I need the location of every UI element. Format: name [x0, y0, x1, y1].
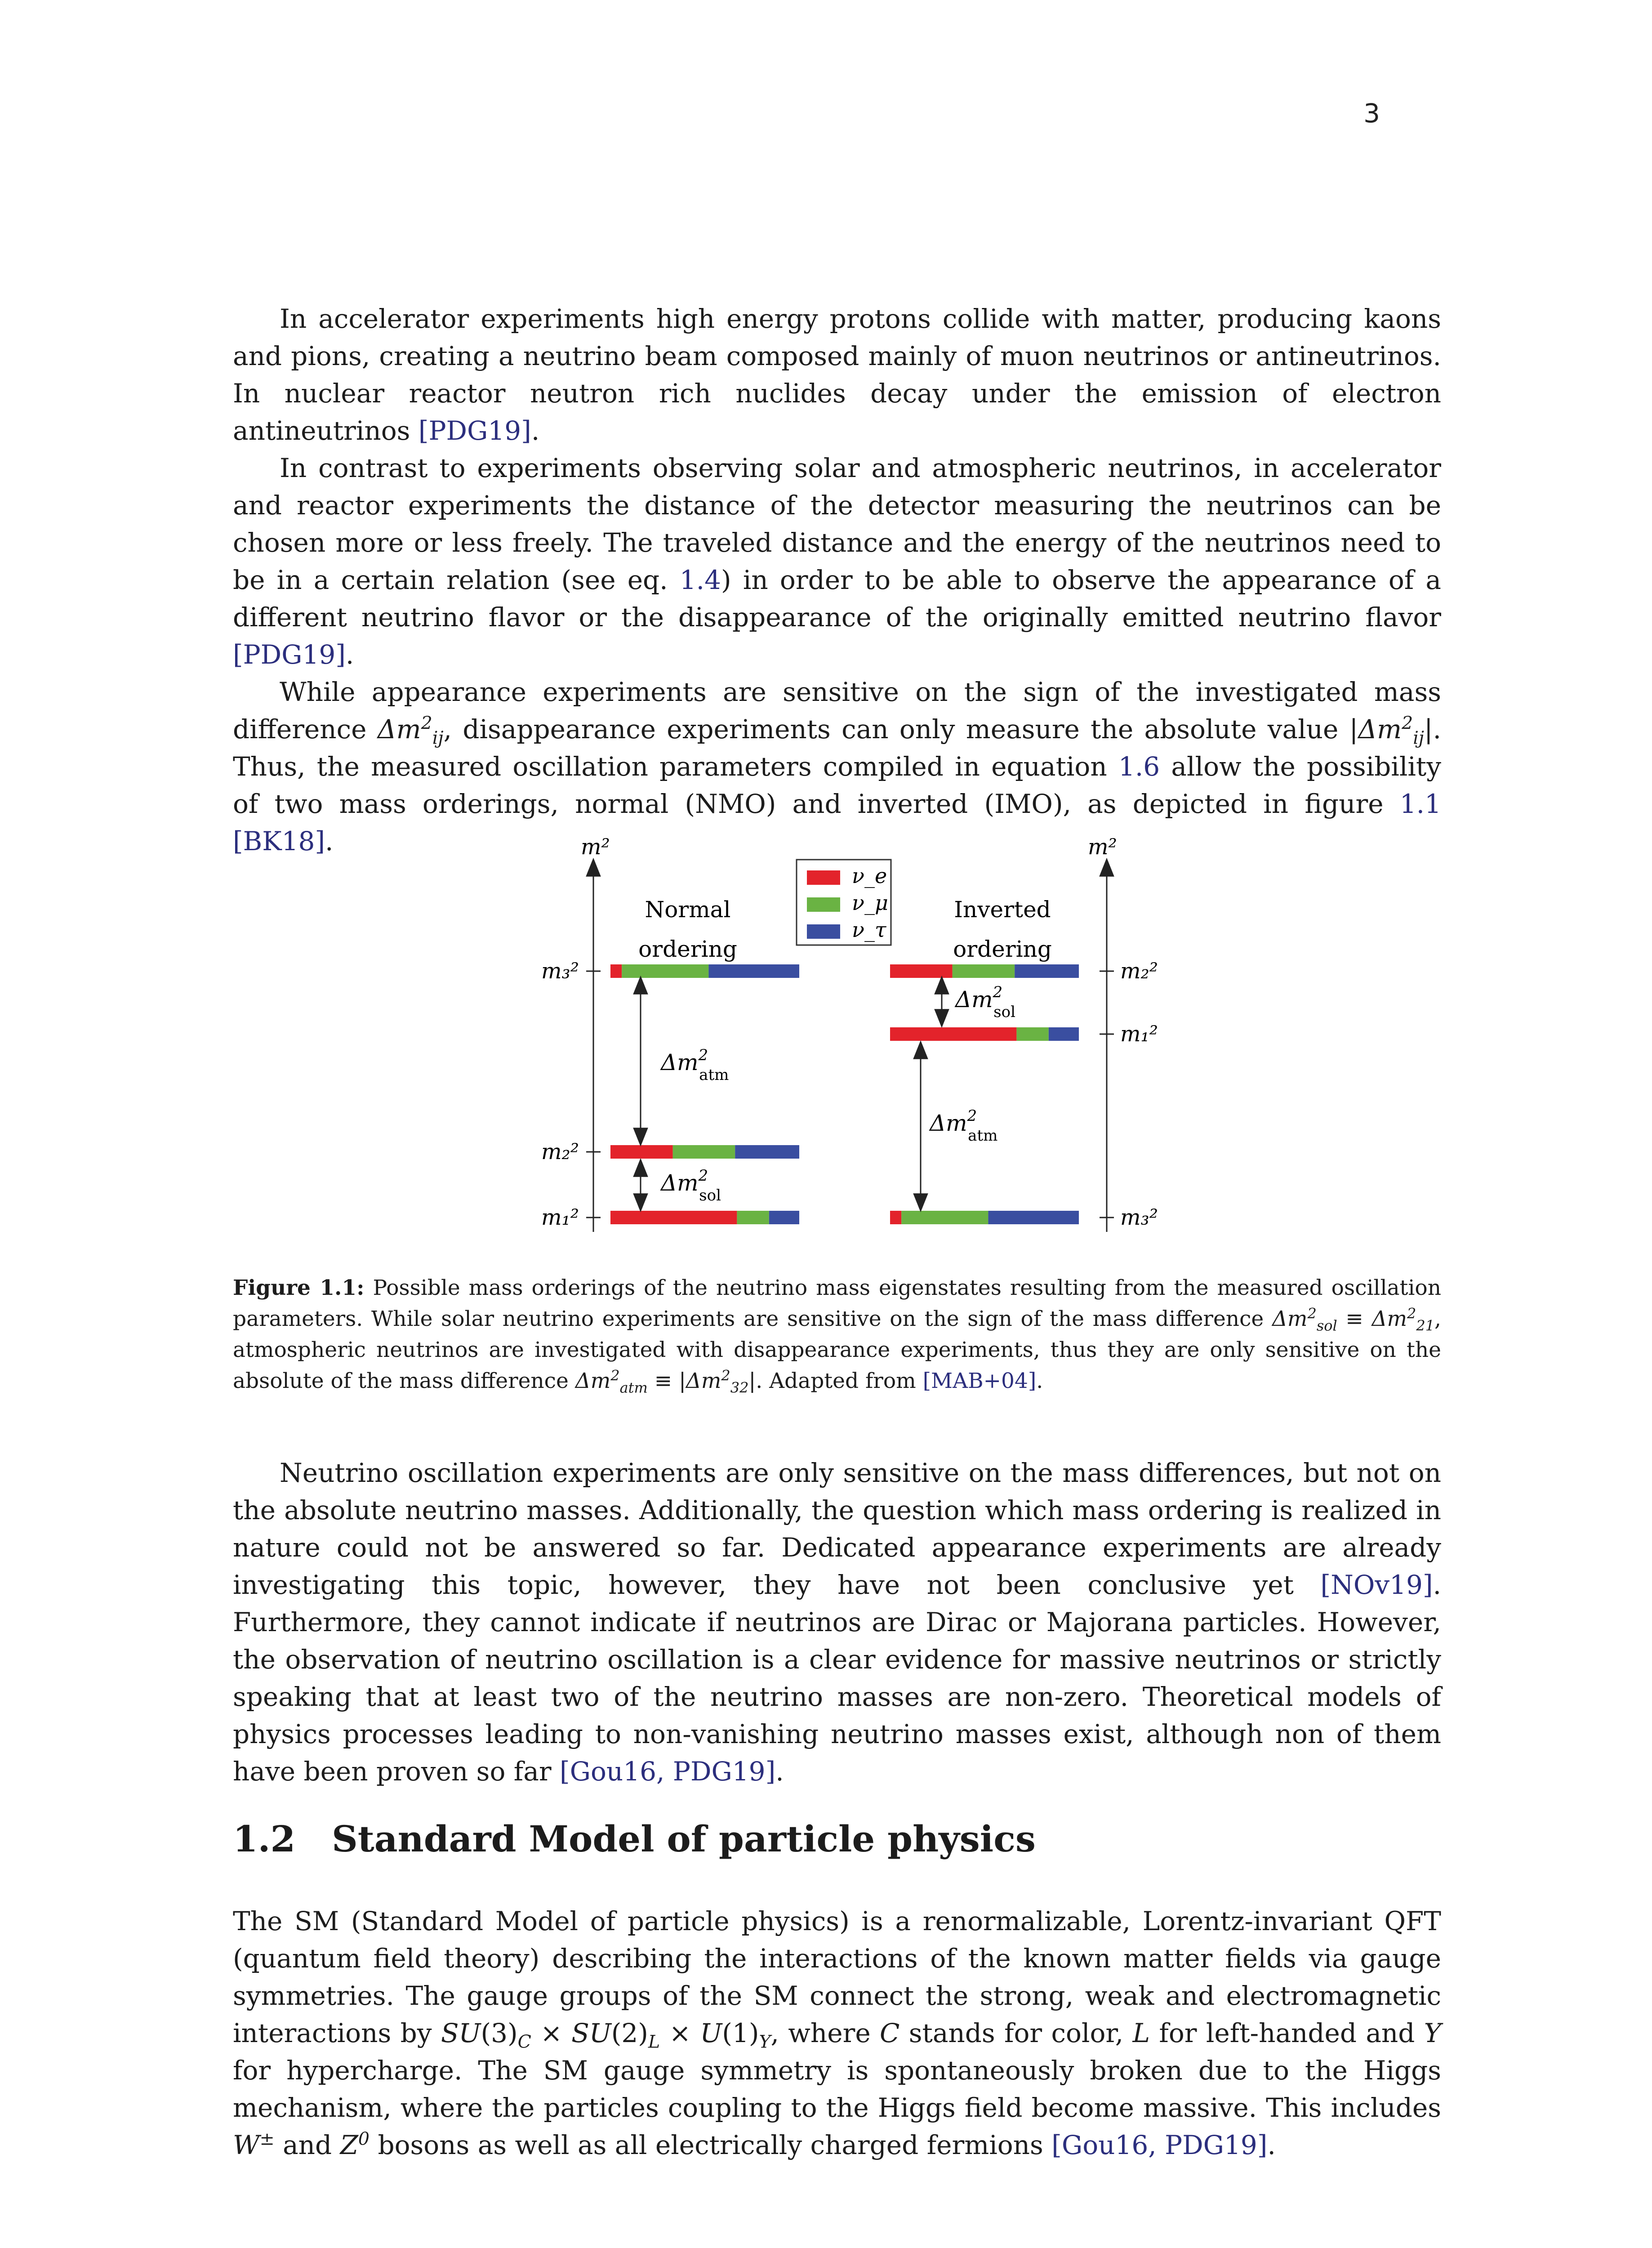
- equation-ref-link[interactable]: 1.6: [1118, 751, 1160, 782]
- citation-link[interactable]: [PDG19]: [233, 639, 346, 670]
- math-atm-equiv: $\Delta m^2_{atm} \equiv |\Delta m^2_{32}|$: [575, 1367, 756, 1396]
- normal-ordering-title: Normal: [645, 897, 731, 923]
- normal-level-label-3: m₁²: [541, 1205, 579, 1230]
- legend: [797, 860, 891, 945]
- normal-level-1-segment-2: [622, 964, 708, 978]
- oscillation-text: [233, 1454, 1441, 1790]
- inverted-level-label-3: m₃²: [1120, 1205, 1158, 1230]
- paragraph-oscillation: Neutrino oscillation experiments are only sensitive on the mass differences, but not on the absolute neutrino masses. Additionally, the question which mass ordering is realized in nature could not be answered so far. Dedicated appearance experiments are already investigating this topic, however, they have not been conclusive yet [NOv19]. Furthermore, they cannot indicate if neutrinos are Dirac or Majorana particles. However, the observation of neutrino oscillation is a clear evidence for massive neutrinos or strictly speaking that at least two of the neutrino masses are non-zero. Theoretical models of physics processes leading to non-vanishing neutrino masses exist, although non of them have been proven so far [Gou16, PDG19].: [233, 1458, 1441, 1787]
- normal-level-3-segment-3: [769, 1211, 799, 1224]
- inverted-level-3-segment-1: [890, 1211, 901, 1224]
- citation-link[interactable]: [PDG19]: [418, 415, 531, 446]
- figure-caption: Figure 1.1: Possible mass orderings of the neutrino mass eigenstates resulting from the measured oscillation parameters. While solar neutrino experiments are sensitive on the sign of the mass difference $\Delta m^2_{sol} \equiv \Delta m^2_{21}$, atmospheric neutrinos are investigated with disappearance experiments, thus they are only sensitive on the absolute of the mass difference $\Delta m^2_{atm} \equiv |\Delta m^2_{32}|$. Adapted from [MAB+04].: [233, 1276, 1441, 1396]
- legend-label-nu-tau: ν_τ: [852, 918, 886, 942]
- paragraph-reactor: In contrast to experiments observing solar and atmospheric neutrinos, in accelerator and reactor experiments the distance of the detector measuring the neutrinos can be chosen more or less freely. The traveled distance and the energy of the neutrinos need to be in a certain relation (see eq. 1.4) in order to be able to observe the appearance of a different neutrino flavor or the disappearance of the originally emitted neutrino flavor [PDG19].: [233, 453, 1441, 670]
- normal-level-2-segment-3: [735, 1145, 799, 1159]
- citation-link[interactable]: [Gou16, PDG19]: [560, 1756, 776, 1787]
- legend-swatch-nu-e: [807, 870, 840, 885]
- equation-ref-link[interactable]: 1.4: [679, 565, 721, 595]
- math-w-boson: W±: [233, 2128, 275, 2160]
- section-number: 1.2: [233, 1818, 296, 1860]
- inverted-level-1-segment-3: [1015, 964, 1079, 978]
- citation-link[interactable]: [NOv19]: [1320, 1570, 1433, 1600]
- inverted-ordering-subtitle: ordering: [953, 936, 1052, 962]
- math-sol-equiv: $\Delta m^2_{sol} \equiv \Delta m^2_{21}$: [1272, 1305, 1435, 1334]
- citation-link[interactable]: [Gou16, PDG19]: [1051, 2130, 1268, 2160]
- normal-ordering-subtitle: ordering: [638, 936, 737, 962]
- normal-level-2-segment-1: [610, 1145, 673, 1159]
- normal-level-1-segment-1: [610, 964, 622, 978]
- normal-ordering-bars: [610, 964, 799, 1224]
- inverted-level-label-1: m₂²: [1120, 959, 1158, 984]
- inverted-level-1-segment-1: [890, 964, 953, 978]
- legend-label-nu-e: ν_e: [852, 864, 887, 888]
- math-abs-delta-m-ij: $|\Delta m^2_{ij}|$: [1349, 713, 1433, 749]
- inverted-atm-label: $\Delta m^2$ atm: [930, 1107, 998, 1145]
- level-labels: [541, 959, 1158, 1230]
- inverted-level-2-segment-1: [890, 1027, 1016, 1041]
- section-title: Standard Model of particle physics: [332, 1818, 1036, 1860]
- math-z-boson: $Z^0$: [340, 2128, 370, 2160]
- math-delta-m-ij: $\Delta m^2_{ij}$: [377, 713, 444, 749]
- normal-sol-label: $\Delta m^2$ sol: [661, 1167, 721, 1204]
- inverted-ordering-title: Inverted: [954, 897, 1051, 923]
- paragraph-accelerator: In accelerator experiments high energy protons collide with matter, producing kaons and pions, creating a neutrino beam composed mainly of muon neutrinos or antineutrinos. In nuclear reactor neutron rich nuclides decay under the emission of electron antineutrinos [PDG19].: [233, 303, 1441, 446]
- legend-swatch-nu-tau: [807, 924, 840, 939]
- inverted-level-label-2: m₁²: [1120, 1021, 1158, 1047]
- figure-ref-link[interactable]: 1.1: [1399, 789, 1442, 819]
- inverted-level-2-segment-2: [1016, 1027, 1048, 1041]
- left-axis-label: m²: [581, 836, 610, 860]
- math-gauge-group: SU: [441, 2018, 481, 2048]
- inverted-sol-label: $\Delta m^2$ sol: [955, 983, 1015, 1021]
- inverted-level-3-segment-3: [988, 1211, 1079, 1224]
- normal-level-label-2: m₂²: [541, 1139, 579, 1164]
- standard-model-text: [233, 1903, 1441, 2164]
- mass-ordering-figure: [530, 836, 1160, 1241]
- citation-link[interactable]: [BK18]: [233, 826, 325, 856]
- normal-level-label-1: m₃²: [541, 959, 579, 984]
- inverted-level-1-segment-2: [953, 964, 1015, 978]
- citation-link[interactable]: [MAB+04]: [922, 1369, 1037, 1393]
- legend-swatch-nu-mu: [807, 897, 840, 912]
- paragraph-appearance: While appearance experiments are sensitive on the sign of the investigated mass difference $\Delta m^2_{ij}$, disappearance experiments can only measure the absolute value $|\Delta m^2_{ij}|$. Thus, the measured oscillation parameters compiled in equation 1.6 allow the possibility of two mass orderings, normal (NMO) and inverted (IMO), as depicted in figure 1.1 [BK18].: [233, 677, 1442, 856]
- page-number: 3: [1363, 98, 1380, 129]
- inverted-level-2-segment-3: [1049, 1027, 1079, 1041]
- right-axis-label: m²: [1088, 836, 1117, 860]
- normal-level-1-segment-3: [708, 964, 799, 978]
- caption-label: Figure 1.1:: [233, 1276, 365, 1300]
- normal-level-3-segment-1: [610, 1211, 737, 1224]
- paragraph-standard-model: The SM (Standard Model of particle physics) is a renormalizable, Lorentz-invariant QFT (quantum field theory) describing the interactions of the known matter fields via gauge symmetries. The gauge groups of the SM connect the strong, weak and electromagnetic interactions by $SU(3)_C \times SU(2)_L \times U(1)_Y$, where C stands for color, L for left-handed and Y for hypercharge. The SM gauge symmetry is spontaneously broken due to the Higgs mechanism, where the particles coupling to the Higgs field become massive. This includes W± and $Z^0$ bosons as well as all electrically charged fermions [Gou16, PDG19].: [233, 1906, 1442, 2160]
- normal-level-2-segment-2: [673, 1145, 735, 1159]
- section-heading: [233, 1816, 1441, 1861]
- legend-label-nu-mu: ν_μ: [852, 891, 888, 915]
- normal-atm-label: $\Delta m^2$ atm: [661, 1046, 729, 1084]
- intro-text: [233, 300, 1441, 860]
- inverted-level-3-segment-2: [901, 1211, 988, 1224]
- normal-level-3-segment-2: [737, 1211, 769, 1224]
